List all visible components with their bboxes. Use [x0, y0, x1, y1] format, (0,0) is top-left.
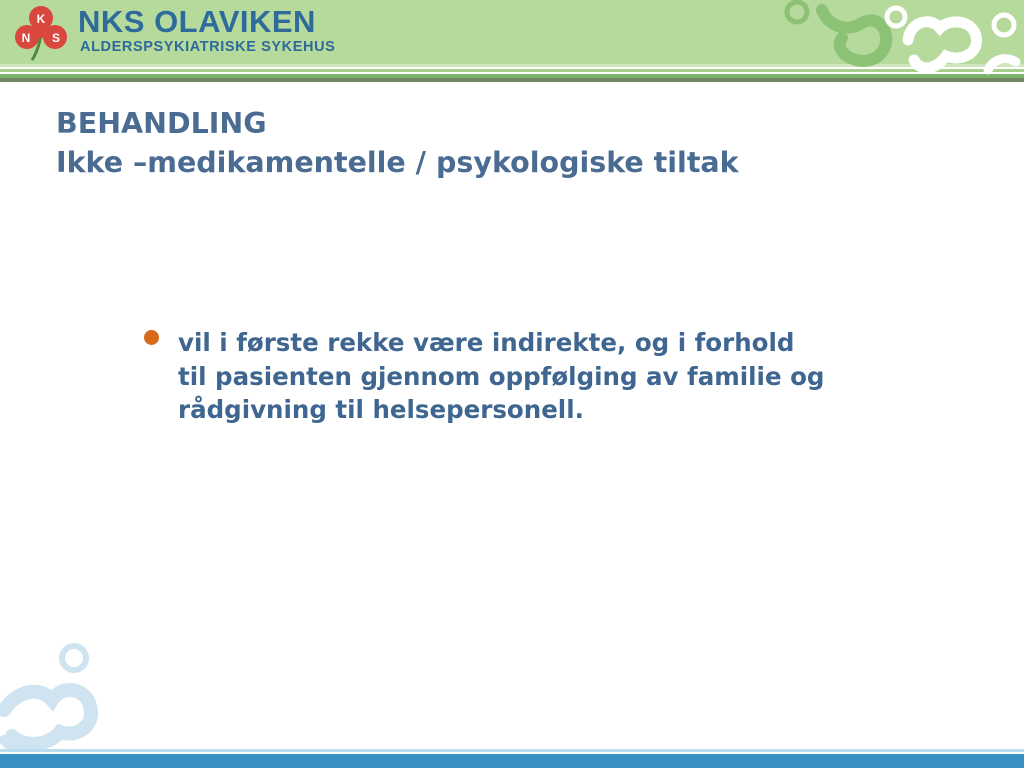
bullet-line: rådgivning til helsepersonell. — [178, 395, 584, 424]
title-line-1: BEHANDLING — [56, 107, 267, 140]
swirl-footer-icon — [0, 640, 110, 752]
clover-logo-icon — [12, 4, 70, 62]
bullet-item — [142, 326, 942, 427]
slide-title — [56, 104, 956, 182]
swirl-decoration-icon — [780, 0, 1024, 82]
logo-letter-top: K — [36, 12, 46, 26]
bullet-dot-icon — [144, 330, 159, 345]
logo-letter-left: N — [21, 31, 31, 45]
bullet-list — [142, 326, 942, 427]
logo-letter-right: S — [51, 31, 61, 45]
org-subtitle: ALDERSPSYKIATRISKE SYKEHUS — [80, 39, 336, 55]
bullet-line: til pasienten gjennom oppfølging av familie og — [178, 361, 825, 391]
org-name: NKS OLAVIKEN — [78, 4, 316, 39]
footer-bar — [0, 754, 1024, 768]
bullet-text — [178, 326, 942, 427]
bullet-line: vil i første rekke være indirekte, og i forhold — [178, 328, 795, 357]
title-line-2: Ikke –medikamentelle / psykologiske tiltak — [56, 146, 739, 179]
